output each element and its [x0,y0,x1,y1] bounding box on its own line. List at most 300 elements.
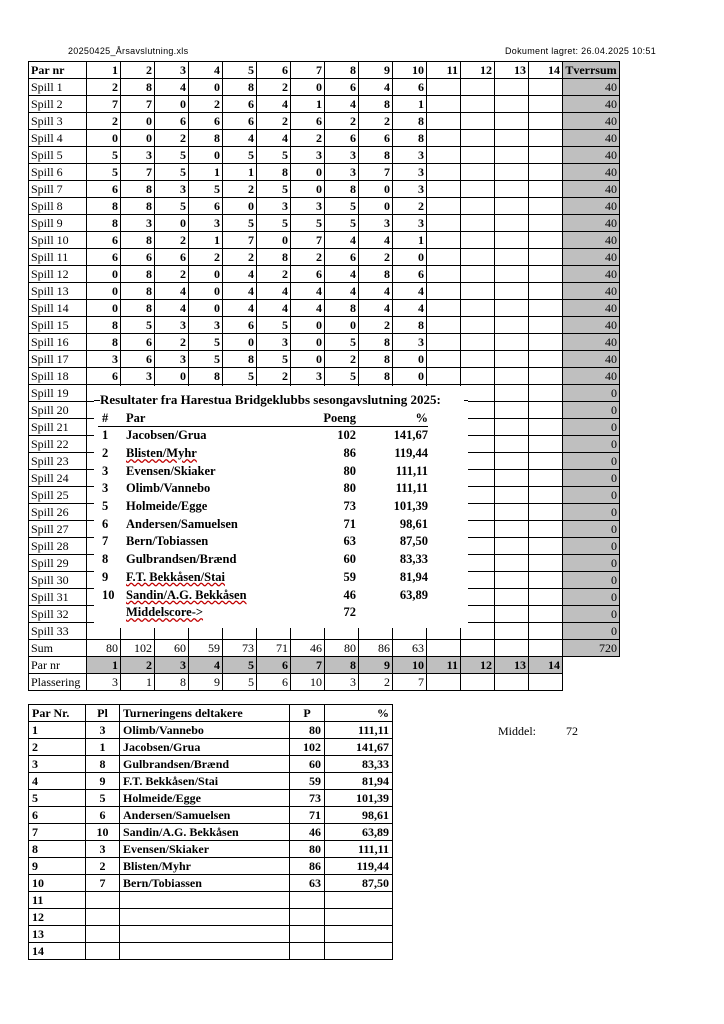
sum-cell: 73 [223,640,257,657]
spill-label: Spill 19 [29,385,87,402]
score-cell [461,283,495,300]
spill-row [29,300,620,317]
score-cell: 4 [223,266,257,283]
summary-percent: 98,61 [399,516,428,531]
pair-number-cell: 10 [393,657,427,674]
participant-parnr: 13 [29,926,86,943]
score-cell: 6 [121,249,155,266]
score-cell: 0 [393,368,427,385]
participant-percent [325,926,393,943]
middel-label: Middel: [498,724,536,738]
score-cell [495,130,529,147]
summary-middel-value: 72 [343,605,356,620]
summary-rank: 7 [102,534,109,549]
participant-name: Evensen/Skiaker [120,841,290,858]
spill-label: Spill 14 [29,300,87,317]
score-cell: 0 [291,79,325,96]
score-cell: 8 [393,113,427,130]
score-cell [529,317,563,334]
summary-rank: 1 [102,428,109,443]
score-cell [529,334,563,351]
score-cell [495,351,529,368]
participant-points: 63 [290,875,325,892]
participant-percent: 87,50 [325,875,393,892]
summary-pair-name-text: Gulbrandsen/Brænd [126,552,237,567]
spill-row [29,147,620,164]
pair-number-cell: 8 [325,657,359,674]
summary-pair-name-text: Jacobsen/Grua [126,428,207,443]
sum-cell: 80 [87,640,121,657]
score-cell: 2 [155,130,189,147]
pair-number-header: 13 [495,62,529,79]
participant-percent [325,909,393,926]
score-cell: 8 [121,232,155,249]
participant-parnr: 6 [29,807,86,824]
score-cell: 0 [291,164,325,181]
tverrsum-cell: 40 [563,334,620,351]
score-cell: 3 [291,198,325,215]
score-cell: 6 [87,181,121,198]
score-cell: 8 [87,317,121,334]
score-cell: 3 [121,147,155,164]
score-cell: 8 [87,334,121,351]
participant-parnr: 8 [29,841,86,858]
score-cell [529,606,563,623]
score-cell [495,181,529,198]
summary-col-pct: % [356,410,428,427]
summary-points: 102 [337,428,356,443]
score-cell: 5 [155,198,189,215]
summary-rank: 9 [102,569,109,584]
participant-row [29,739,393,756]
score-cell [495,402,529,419]
participant-row [29,875,393,892]
participant-placement: 6 [86,807,120,824]
spill-label: Spill 28 [29,538,87,555]
tverrsum-cell: 40 [563,283,620,300]
score-cell [495,368,529,385]
score-cell: 5 [155,164,189,181]
score-cell [495,300,529,317]
score-cell: 0 [393,351,427,368]
score-cell [427,181,461,198]
pair-number-cell: 4 [189,657,223,674]
spill-label: Spill 16 [29,334,87,351]
score-cell [461,181,495,198]
score-cell: 6 [155,249,189,266]
spill-label: Spill 20 [29,402,87,419]
score-cell: 6 [189,113,223,130]
summary-percent: 141,67 [393,428,428,443]
spill-label: Spill 6 [29,164,87,181]
spill-label: Spill 21 [29,419,87,436]
score-cell [529,249,563,266]
tverrsum-cell: 40 [563,181,620,198]
tverrsum-header: Tverrsum [563,62,620,79]
summary-row [98,427,428,445]
summary-pair-name-text: Sandin/A.G. Bekkåsen [126,587,247,602]
score-cell [495,470,529,487]
participant-row [29,790,393,807]
score-cell: 8 [121,300,155,317]
score-cell: 4 [393,283,427,300]
tverrsum-cell: 40 [563,300,620,317]
plassering-cell [461,674,495,691]
sum-cell [427,640,461,657]
summary-row [98,480,428,498]
summary-middel-label-cell [126,604,316,622]
score-cell [495,96,529,113]
score-cell [427,334,461,351]
participant-points: 60 [290,756,325,773]
spill-label: Spill 18 [29,368,87,385]
middel-value: 72 [566,724,578,738]
participant-percent: 141,67 [325,739,393,756]
summary-points: 60 [343,552,356,567]
tverrsum-cell: 40 [563,96,620,113]
score-cell: 6 [223,96,257,113]
score-cell: 8 [257,164,291,181]
pair-number-cell: 2 [121,657,155,674]
score-cell [495,317,529,334]
score-cell [495,164,529,181]
score-cell: 5 [325,215,359,232]
score-cell: 4 [291,300,325,317]
score-cell [495,555,529,572]
score-cell [427,351,461,368]
spill-label: Spill 15 [29,317,87,334]
score-cell [427,232,461,249]
plassering-cell: 3 [325,674,359,691]
participant-points [290,892,325,909]
spill-label: Spill 17 [29,351,87,368]
score-cell: 0 [257,232,291,249]
score-cell: 4 [359,232,393,249]
spill-label: Spill 25 [29,487,87,504]
summary-rank: 10 [102,587,115,602]
score-cell: 6 [291,266,325,283]
score-cell [529,215,563,232]
score-cell [461,232,495,249]
score-cell: 7 [121,96,155,113]
participants-col-pct: % [325,705,393,722]
score-cell: 6 [325,130,359,147]
tverrsum-cell: 40 [563,368,620,385]
score-cell: 0 [325,317,359,334]
score-cell: 6 [87,249,121,266]
pair-number-header: 11 [427,62,461,79]
score-cell: 0 [189,147,223,164]
plassering-row-blank [563,674,620,691]
pair-number-header: 6 [257,62,291,79]
tverrsum-cell: 0 [563,623,620,640]
score-cell [529,232,563,249]
spill-row [29,79,620,96]
pair-number-cell: 9 [359,657,393,674]
score-cell: 3 [393,215,427,232]
score-cell: 8 [189,130,223,147]
score-cell [495,521,529,538]
score-cell: 6 [325,79,359,96]
summary-row [98,551,428,569]
summary-middel-label: Middelscore-> [126,605,204,620]
pair-number-row-blank [563,657,620,674]
score-cell: 8 [393,317,427,334]
score-cell [495,232,529,249]
sum-cell: 63 [393,640,427,657]
summary-points: 46 [343,587,356,602]
score-cell: 8 [257,249,291,266]
score-cell [529,181,563,198]
spill-label: Spill 24 [29,470,87,487]
score-cell [529,538,563,555]
spill-label: Spill 31 [29,589,87,606]
score-cell: 7 [87,96,121,113]
score-cell [529,402,563,419]
pair-number-cell: 5 [223,657,257,674]
summary-row [98,569,428,587]
pair-number-header: 12 [461,62,495,79]
participant-parnr: 7 [29,824,86,841]
sum-row [29,640,620,657]
score-cell [461,334,495,351]
summary-pair-name-text: Evensen/Skiaker [126,463,216,478]
score-cell: 4 [325,266,359,283]
score-cell [495,453,529,470]
score-cell: 4 [359,283,393,300]
summary-rank: 3 [102,463,109,478]
score-cell: 0 [87,300,121,317]
sum-cell [529,640,563,657]
tverrsum-cell: 40 [563,130,620,147]
score-cell: 5 [257,147,291,164]
spill-label: Spill 5 [29,147,87,164]
participant-name [120,892,290,909]
participant-placement: 9 [86,773,120,790]
participant-row [29,943,393,960]
results-summary-table [98,410,428,622]
sum-label: Sum [29,640,87,657]
summary-pair-name [126,533,316,551]
score-cell: 6 [359,130,393,147]
spill-label: Spill 23 [29,453,87,470]
score-cell: 0 [359,181,393,198]
score-cell: 5 [291,215,325,232]
score-cell: 4 [257,96,291,113]
score-cell: 6 [223,113,257,130]
score-cell: 6 [393,266,427,283]
sum-total-cell: 720 [563,640,620,657]
pair-number-header: 3 [155,62,189,79]
score-cell: 0 [291,351,325,368]
spill-row [29,368,620,385]
results-summary-box [94,386,468,628]
sum-cell: 86 [359,640,393,657]
plassering-row [29,674,620,691]
participant-name: Blisten/Myhr [120,858,290,875]
participant-row [29,722,393,739]
score-cell [461,130,495,147]
tverrsum-cell: 0 [563,487,620,504]
score-cell: 3 [393,181,427,198]
score-cell [529,300,563,317]
score-cell [495,538,529,555]
score-cell: 1 [223,164,257,181]
results-summary-title: Resultater fra Harestua Bridgeklubbs sesongavslutning 2025: [100,392,441,407]
summary-pair-name-text: Andersen/Samuelsen [126,516,238,531]
score-cell: 8 [121,79,155,96]
score-cell: 1 [291,96,325,113]
score-cell: 4 [325,232,359,249]
score-cell [461,113,495,130]
score-cell [529,283,563,300]
summary-percent: 111,11 [395,481,428,496]
spill-row [29,283,620,300]
score-cell [461,368,495,385]
score-cell: 3 [121,368,155,385]
summary-pair-name-text: Holmeide/Egge [126,499,208,514]
participants-table [28,704,393,960]
pair-number-cell: 7 [291,657,325,674]
spill-label: Spill 30 [29,572,87,589]
participant-placement [86,892,120,909]
plassering-cell [495,674,529,691]
score-cell [461,198,495,215]
summary-pair-name [126,515,316,533]
tverrsum-cell: 0 [563,606,620,623]
score-cell: 3 [257,198,291,215]
score-cell [427,368,461,385]
score-cell: 2 [325,351,359,368]
participant-placement [86,926,120,943]
score-cell: 5 [325,198,359,215]
summary-rank: 2 [102,446,109,461]
score-cell: 2 [223,181,257,198]
participant-name: F.T. Bekkåsen/Stai [120,773,290,790]
score-cell [461,215,495,232]
score-cell [529,385,563,402]
score-cell [427,266,461,283]
score-cell: 3 [291,368,325,385]
plassering-cell: 3 [87,674,121,691]
score-cell: 2 [359,317,393,334]
sum-cell: 102 [121,640,155,657]
score-cell: 3 [393,147,427,164]
participant-row [29,892,393,909]
participant-percent: 111,11 [325,841,393,858]
participant-percent: 63,89 [325,824,393,841]
score-cell: 5 [189,181,223,198]
score-cell [461,96,495,113]
score-cell: 4 [155,283,189,300]
participant-points [290,943,325,960]
spill-label: Spill 7 [29,181,87,198]
score-cell [427,96,461,113]
spill-label: Spill 13 [29,283,87,300]
participant-points: 59 [290,773,325,790]
spill-label: Spill 32 [29,606,87,623]
pair-number-header: 2 [121,62,155,79]
score-cell: 2 [87,79,121,96]
pair-number-cell: 12 [461,657,495,674]
plassering-cell: 5 [223,674,257,691]
summary-row [98,515,428,533]
score-cell [495,606,529,623]
score-cell: 2 [155,266,189,283]
score-cell: 8 [359,351,393,368]
score-cell: 4 [325,96,359,113]
score-cell: 6 [189,198,223,215]
summary-col-par: Par [126,410,316,427]
score-cell: 4 [291,283,325,300]
tverrsum-cell: 40 [563,198,620,215]
spill-label: Spill 10 [29,232,87,249]
score-cell: 4 [257,283,291,300]
summary-row [98,445,428,463]
participant-placement [86,909,120,926]
plassering-label: Plassering [29,674,87,691]
score-cell: 3 [189,215,223,232]
score-cell: 2 [393,198,427,215]
summary-pair-name-text: F.T. Bekkåsen/Stai [126,569,225,584]
tverrsum-cell: 40 [563,232,620,249]
participants-col-p: P [290,705,325,722]
participant-row [29,841,393,858]
score-cell [529,198,563,215]
score-cell: 2 [189,249,223,266]
tverrsum-cell: 0 [563,470,620,487]
score-cell: 3 [325,164,359,181]
participant-name: Sandin/A.G. Bekkåsen [120,824,290,841]
summary-rank: 3 [102,481,109,496]
score-cell [427,79,461,96]
summary-points: 73 [343,499,356,514]
score-cell: 5 [325,368,359,385]
score-cell: 1 [393,232,427,249]
document-filename: 20250425_Årsavslutning.xls [68,46,189,56]
score-cell [495,215,529,232]
score-cell: 7 [223,232,257,249]
score-cell: 8 [325,300,359,317]
grid-header-row [29,62,620,79]
plassering-cell: 2 [359,674,393,691]
spill-row [29,232,620,249]
participant-row [29,824,393,841]
pair-number-header: 4 [189,62,223,79]
summary-percent: 87,50 [399,534,428,549]
score-cell: 2 [257,368,291,385]
participant-percent: 81,94 [325,773,393,790]
score-cell [529,419,563,436]
participant-parnr: 9 [29,858,86,875]
score-cell [529,470,563,487]
score-cell [495,147,529,164]
pair-number-header: 8 [325,62,359,79]
participant-name: Gulbrandsen/Brænd [120,756,290,773]
score-cell [427,130,461,147]
score-cell [529,487,563,504]
score-cell [529,436,563,453]
score-cell: 8 [87,198,121,215]
score-cell: 5 [257,351,291,368]
summary-row [98,586,428,604]
summary-points: 86 [343,446,356,461]
pair-number-cell: 1 [87,657,121,674]
participant-placement: 10 [86,824,120,841]
score-cell: 3 [257,334,291,351]
participant-placement [86,943,120,960]
score-cell: 8 [87,215,121,232]
